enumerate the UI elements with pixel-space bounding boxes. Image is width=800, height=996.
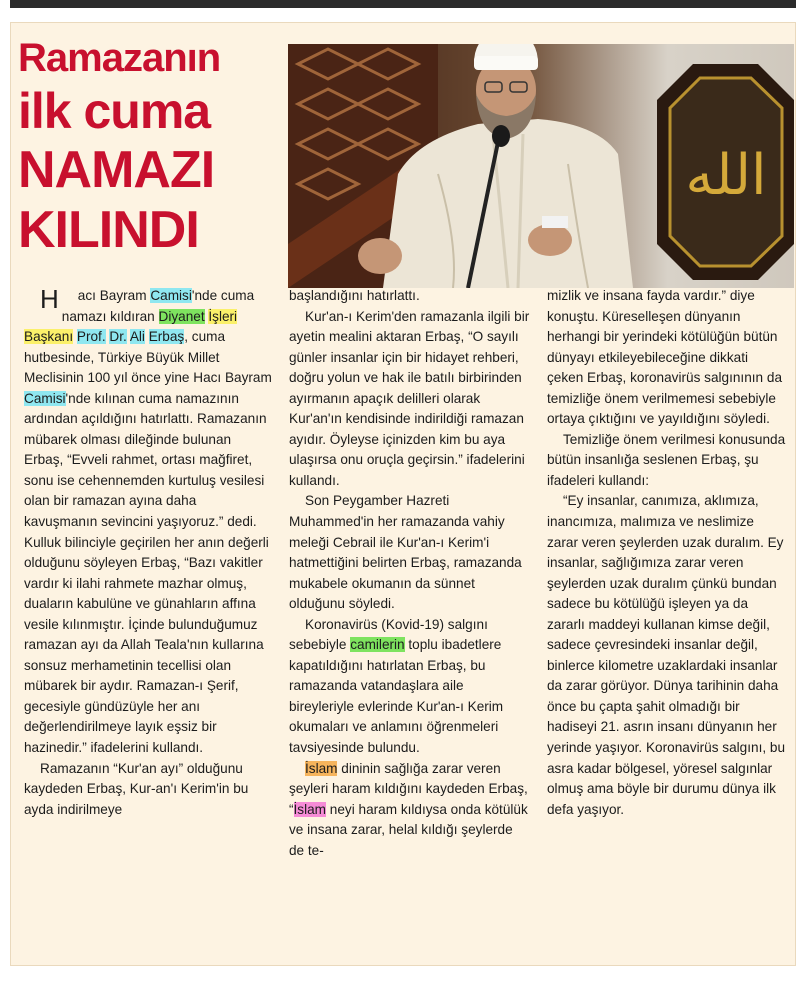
column-1 — [24, 286, 272, 820]
highlight-ali: Ali — [129, 329, 145, 345]
text-span: neyi haram kıldıysa onda kötülük ve insana zarar, helal kıldığı şeylerde de te- — [289, 801, 528, 858]
highlight-camisi: Camisi — [150, 288, 192, 303]
highlight-prof: Prof. — [76, 329, 106, 345]
top-edge-bar — [10, 0, 796, 8]
text-span: 'nde cuma namazı kıldıran — [61, 288, 255, 324]
column-3 — [547, 286, 787, 820]
calligraphy-text: الله — [685, 143, 767, 208]
text-span: Hacı Bayram — [40, 284, 151, 314]
headline-line-1: Ramazanın — [18, 36, 221, 80]
col2-paragraph-4 — [289, 615, 531, 759]
headline — [18, 34, 280, 260]
headline-line-4: KILINDI — [18, 201, 199, 259]
highlight-isleri-baskani: İşleri Başkanı — [24, 308, 238, 345]
highlight-islam: İslam — [305, 760, 338, 776]
headline-line-3: NAMAZI — [18, 141, 215, 199]
text-span: 'nde kılınan cuma namazının ardından açıldığını hatırlattı. Ramazanın mübarek olması dileğinde bulunan Erbaş, “Evveli rahmet, ortası mağfiret, sonu ise cehennemden kurtuluş vesilesi olan bir ramazan ayına daha kavuşmanın sevincini yaşıyoruz.” dedi. Kulluk bilinciyle geçirilen her anın değerli olduğunu söyleyen Erbaş, “Bazı vakitler vardır ki ilahi rahmete mazhar olmuş, duaların kabulüne ve günahların affına vesile kılınmıştır. İçinde bulunduğumuz ramazan ayı da Allah Teala'nın kullarına sonsuz merhametinin tecellisi olan mübarek bir aydır. Ramazan-ı Şerif, gecesiyle gündüzüyle her anı değerlendirilmeye layık eşsiz bir hazinedir.” ifadelerini kullandı. — [24, 390, 269, 756]
col1-paragraph-2: Ramazanın “Kur'an ayı” olduğunu kaydeden Erbaş, Kur-an'ı Kerim'in bu ayda indirilmeye — [24, 760, 249, 817]
col2-paragraph-2: Kur'an-ı Kerim'den ramazanla ilgili bir ayetin mealini aktaran Erbaş, “O sayılı günler insanlar için bir hidayet rehberi, doğru yolun ve hak ile batılı birbirinden ayırmanın apaçık delilleri olarak Kur'an'ın kendisinde indirildiği ramazan ayıdır. Öyleyse içinizden kim bu aya ulaşırsa onu oruçla geçirsin.” ifadelerini kullandı. — [289, 308, 530, 488]
highlight-dr: Dr. — [109, 329, 127, 345]
highlight-islam-2: İslam — [293, 801, 327, 817]
col2-paragraph-5 — [289, 759, 531, 862]
highlight-erbas: Erbaş — [148, 329, 185, 345]
col1-paragraph-1 — [24, 286, 272, 759]
col3-paragraph-2: Temizliğe önem verilmesi konusunda bütün insanlığa seslenen Erbaş, şu ifadeleri kullandı: — [547, 431, 786, 488]
text-span: toplu ibadetlere kapatıldığını hatırlatan Erbaş, bu ramazanda vatandaşlara aile bireyleriyle evlerinde Kur'an-ı Kerim okumaları ve anlamını öğrenmeleri tavsiyesinde bulundu. — [289, 637, 504, 756]
col3-paragraph-1: mizlik ve insana fayda vardır.” diye konuştu. Küreselleşen dünyanın herhangi bir yerindeki kötülüğün bütün dünyayı etkileyebileceğine dikkati çeken Erbaş, koronavirüs salgınının da temizliğe önem verilmemesi sebebiyle ortaya çıktığını ve yayıldığını söyledi. — [547, 288, 783, 427]
column-2 — [289, 286, 531, 861]
text-span: dininin sağlığa zarar veren şeyleri haram kıldığını kaydeden Erbaş, “ — [289, 760, 528, 817]
text-span: Koronavirüs (Kovid-19) salgını sebebiyle — [289, 616, 488, 653]
highlight-camilerin: camilerin — [350, 637, 405, 653]
highlight-diyanet: Diyanet — [158, 308, 205, 324]
calligraphy-plaque — [657, 64, 794, 280]
imam-photo-illustration — [288, 44, 794, 288]
col2-paragraph-1: başlandığını hatırlattı. — [289, 288, 420, 303]
imam-photo — [288, 44, 794, 288]
highlight-camisi-2: Camisi — [24, 390, 66, 406]
text-span: , cuma hutbesinde, Türkiye Büyük Millet Meclisinin 100 yıl önce yine Hacı Bayram — [24, 329, 272, 386]
headline-line-2: ilk cuma — [18, 83, 211, 139]
col3-paragraph-3: “Ey insanlar, canımıza, aklımıza, inancımıza, malımıza ve neslimize zarar veren şeylerden uzak duralım. Ey insanlar, sağlığımıza zarar veren şeylerden uzak duralım çünkü bundan sadece bu kötülüğü işleyen ya da zararlı maddeyi kullanan kimse değil, sadece çevresindeki insanlar değil, binlerce kilometre uzaklardaki insanlar da zarar görüyor. Dünya tarihinin daha önce bu çapta şahit olmadığı bir hadiseyi 21. asrın insanı dünyanın her yerinde yaşıyor. Koronavirüs salgını, bu asra kadar bölgesel, yöresel salgınlar olmuş ama böyle bir durumu dünya ilk defa yaşıyor. — [547, 493, 786, 817]
col2-paragraph-3: Son Peygamber Hazreti Muhammed'in her ramazanda vahiy meleği Cebrail ile Kur'an-ı Kerim'i hatmettiğini belirten Erbaş, ramazanda mukabele okumanın da sünnet olduğunu söyledi. — [289, 493, 522, 612]
